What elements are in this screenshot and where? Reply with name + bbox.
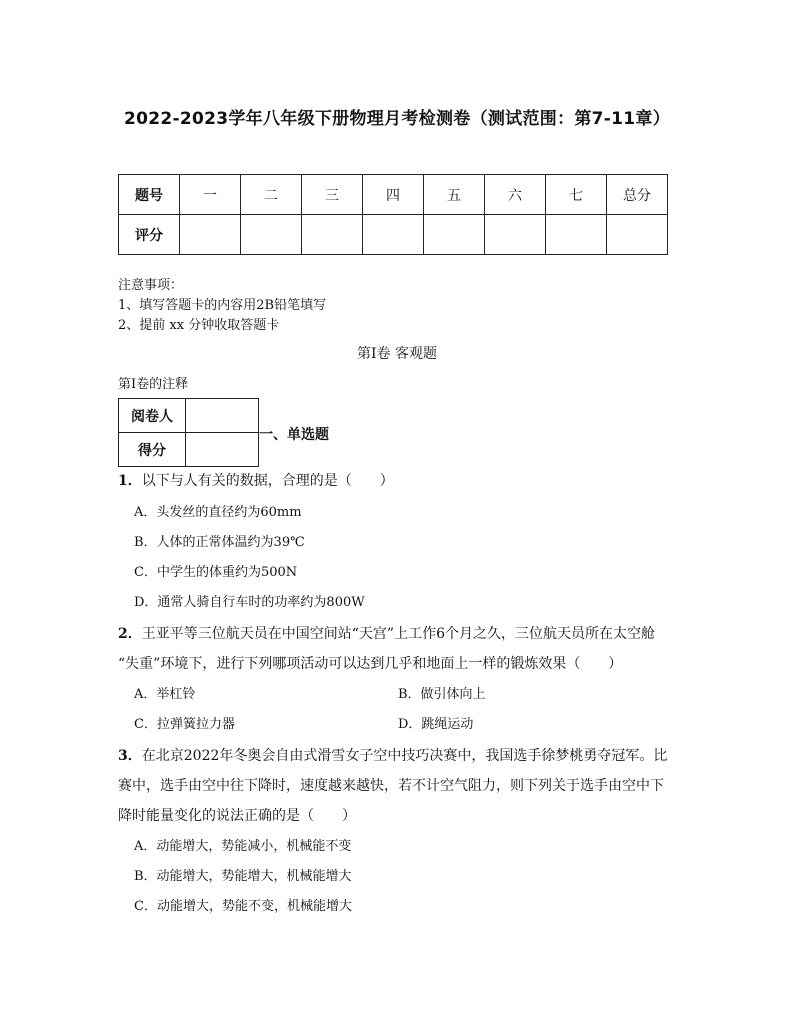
score-blank-cell xyxy=(363,215,424,255)
score-blank-cell xyxy=(180,215,241,255)
option-2c: C．拉弹簧拉力器 xyxy=(134,717,235,732)
notes-heading: 注意事项： xyxy=(118,278,184,293)
question-number: 3． xyxy=(118,748,142,764)
score-blank-cell xyxy=(424,215,485,255)
score-header-cell: 七 xyxy=(546,175,607,215)
question-text-line: 赛中，选手由空中往下降时，速度越来越快，若不计空气阻力，则下列关于选手由空中下 xyxy=(118,778,664,794)
question-text-line: “失重”环境下，进行下列哪项活动可以达到几乎和地面上一样的锻炼效果（ ） xyxy=(118,656,623,672)
option-1c: C．中学生的体重约为500N xyxy=(134,565,298,580)
score-blank xyxy=(186,433,259,467)
option-2a: A．举杠铃 xyxy=(134,687,196,702)
score-table-score-row xyxy=(119,215,668,255)
note-item: 1、填写答题卡的内容用2B铅笔填写 xyxy=(118,298,327,313)
score-blank-cell xyxy=(485,215,546,255)
question-2 xyxy=(118,619,678,649)
question-text-line: 降时能量变化的说法正确的是（ ） xyxy=(118,808,356,824)
score-header-cell: 一 xyxy=(180,175,241,215)
question-text: 王亚平等三位航天员在中国空间站“天宫”上工作6个月之久，三位航天员所在太空舱 xyxy=(141,626,655,642)
option-2d: D．跳绳运动 xyxy=(398,717,474,732)
score-header-cell: 六 xyxy=(485,175,546,215)
question-3 xyxy=(118,741,678,771)
score-label: 得分 xyxy=(119,433,186,467)
score-header-cell: 五 xyxy=(424,175,485,215)
part-title: 一、单选题 xyxy=(259,427,329,443)
score-header-cell: 二 xyxy=(241,175,302,215)
reviewer-label: 阅卷人 xyxy=(119,399,186,433)
question-text: 以下与人有关的数据，合理的是（ ） xyxy=(141,473,394,489)
score-row-label: 评分 xyxy=(119,215,180,255)
question-1 xyxy=(118,466,678,496)
grader-box xyxy=(118,398,259,467)
option-3c: C．动能增大，势能不变，机械能增大 xyxy=(134,899,352,914)
score-table-header-row xyxy=(119,175,668,215)
question-number: 2． xyxy=(118,626,142,642)
option-3b: B．动能增大，势能增大，机械能增大 xyxy=(134,869,352,884)
score-blank-cell xyxy=(241,215,302,255)
question-text: 在北京2022年冬奥会自由式滑雪女子空中技巧决赛中，我国选手徐梦桃勇夺冠军。比 xyxy=(141,748,668,764)
page-title: 2022-2023学年八年级下册物理月考检测卷（测试范围：第7-11章） xyxy=(123,109,671,129)
score-header-cell: 三 xyxy=(302,175,363,215)
score-header-cell: 总分 xyxy=(607,175,668,215)
score-blank-cell xyxy=(302,215,363,255)
score-header-cell: 四 xyxy=(363,175,424,215)
section-title: 第Ⅰ卷 客观题 xyxy=(357,346,437,362)
note-item: 2、提前 xx 分钟收取答题卡 xyxy=(118,318,280,333)
section-note: 第Ⅰ卷的注释 xyxy=(118,377,189,392)
option-1d: D．通常人骑自行车时的功率约为800W xyxy=(134,595,365,610)
option-1a: A．头发丝的直径约为60mm xyxy=(134,505,302,520)
option-2b: B．做引体向上 xyxy=(398,687,486,702)
score-header-cell: 题号 xyxy=(119,175,180,215)
option-3a: A．动能增大，势能减小，机械能不变 xyxy=(134,839,352,854)
option-1b: B．人体的正常体温约为39℃ xyxy=(134,535,305,550)
question-number: 1． xyxy=(118,473,142,489)
score-blank-cell xyxy=(607,215,668,255)
score-blank-cell xyxy=(546,215,607,255)
score-table xyxy=(118,174,668,255)
reviewer-blank xyxy=(186,399,259,433)
